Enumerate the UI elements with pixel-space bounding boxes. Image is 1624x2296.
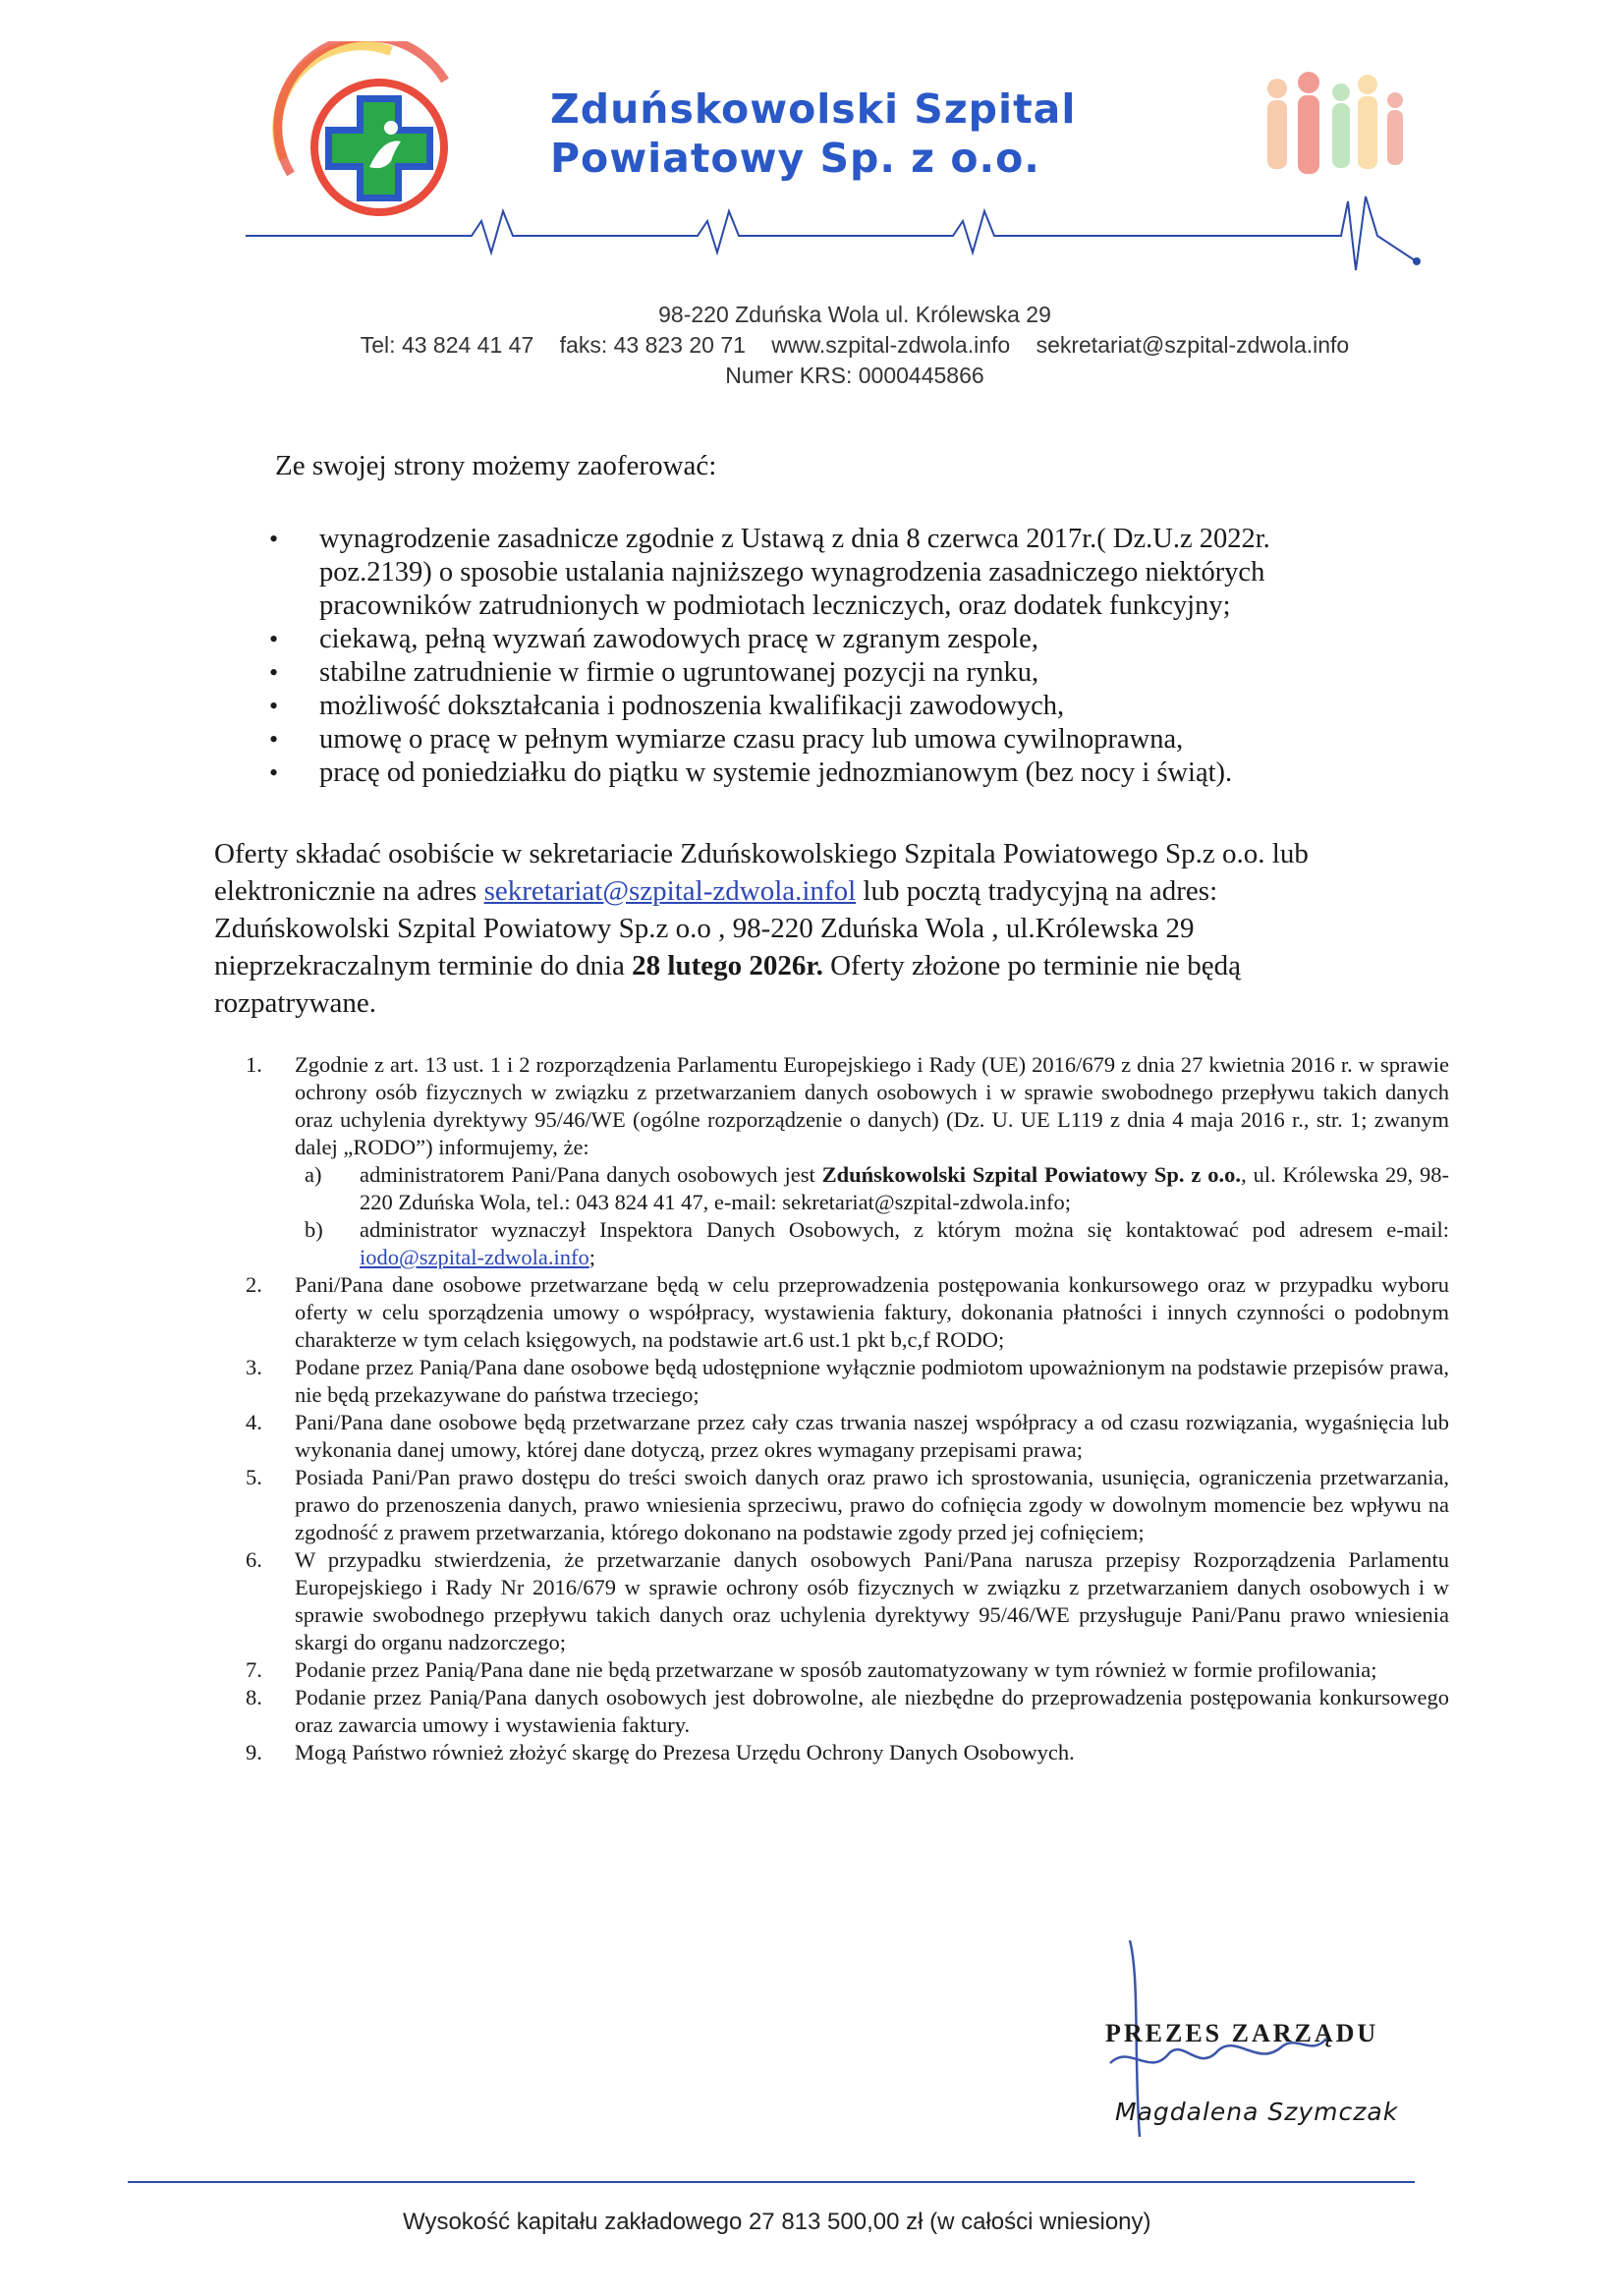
rodo-item-text: Podanie przez Panią/Pana danych osobowych jest dobrowolne, ale niezbędne do przeprowadzenia postępowania konkursowego oraz zawarcia umowy i wystawienia faktury. — [295, 1685, 1449, 1737]
signatory-name: Magdalena Szymczak — [1115, 2098, 1399, 2126]
rodo-item-number: 4. — [246, 1410, 262, 1434]
rodo-item-number: 8. — [246, 1685, 262, 1709]
offer-item: • umowę o pracę w pełnym wymiarze czasu pracy lub umowa cywilnoprawna, — [265, 723, 1366, 756]
administrator-name: Zduńskowolski Szpital Powiatowy Sp. z o.o. — [821, 1162, 1242, 1187]
rodo-item — [246, 1051, 1449, 1271]
offer-item: • możliwość dokształcania i podnoszenia kwalifikacji zawodowych, — [265, 690, 1366, 723]
people-silhouettes-icon — [1248, 67, 1425, 185]
rodo-item — [246, 1739, 1449, 1766]
rodo-subitem — [305, 1216, 1449, 1271]
rodo-item-number: 7. — [246, 1657, 262, 1682]
subitem-text: administratorem Pani/Pana danych osobowych jest — [360, 1162, 822, 1187]
rodo-item — [246, 1684, 1449, 1739]
rodo-item-number: 9. — [246, 1740, 262, 1764]
rodo-item-text: Podanie przez Panią/Pana dane nie będą przetwarzane w sposób zautomatyzowany w tym również w formie profilowania; — [295, 1657, 1377, 1682]
phone-number: Tel: 43 824 41 47 — [360, 332, 534, 358]
offer-item: • wynagrodzenie zasadnicze zgodnie z Ustawą z dnia 8 czerwca 2017r.( Dz.U.z 2022r. poz.2139) o sposobie ustalania najniższego wynagrodzenia zasadniczego niektórych pracowników zatrudnionych w podmiotach leczniczych, oraz dodatek funkcyjny; — [265, 523, 1366, 623]
rodo-item — [246, 1546, 1449, 1656]
rodo-item — [246, 1409, 1449, 1464]
footer-capital-info: Wysokość kapitału zakładowego 27 813 500,00 zł (w całości wniesiony) — [403, 2209, 1151, 2235]
rodo-item-number: 5. — [246, 1465, 262, 1489]
rodo-item-text: Mogą Państwo również złożyć skargę do Prezesa Urzędu Ochrony Danych Osobowych. — [295, 1740, 1075, 1764]
address-line: 98-220 Zduńska Wola ul. Królewska 29 — [658, 302, 1051, 327]
subitem-letter: a) — [305, 1162, 322, 1187]
subitem-text: administrator wyznaczył Inspektora Danych Osobowych, z którym można się kontaktować pod adresem e-mail: — [360, 1217, 1449, 1242]
email-address[interactable]: sekretariat@szpital-zdwola.info — [1036, 332, 1350, 358]
rodo-subitems — [295, 1161, 1449, 1271]
apply-text-3: Oferty złożone po terminie nie będą rozpatrywane. — [214, 950, 1242, 1019]
contact-block — [324, 300, 1385, 391]
org-name-line-2: Powiatowy Sp. z o.o. — [550, 135, 1040, 182]
website-link[interactable]: www.szpital-zdwola.info — [771, 332, 1011, 358]
footer-divider — [128, 2181, 1415, 2183]
rodo-item-text: Pani/Pana dane osobowe będą przetwarzane przez cały czas trwania naszej współpracy a od czasu rozwiązania, wygaśnięcia lub wykonania danej umowy, której dane dotyczą, przez okres wymagany przepisami prawa; — [295, 1410, 1449, 1462]
rodo-item-text: W przypadku stwierdzenia, że przetwarzanie danych osobowych Pani/Pana narusza przepisy Rozporządzenia Parlamentu Europejskiego i Rady Nr 2016/679 w sprawie ochrony osób fizycznych w związku z przetwarzaniem danych osobowych i w sprawie swobodnego przepływu takich danych oraz uchylenia dyrektywy 95/46/WE przysługuje Pani/Panu prawo wniesienia skargi do organu nadzorczego; — [295, 1547, 1449, 1654]
subitem-letter: b) — [305, 1217, 323, 1242]
offer-item: • stabilne zatrudnienie w firmie o ugruntowanej pozycji na rynku, — [265, 656, 1366, 690]
krs-number: Numer KRS: 0000445866 — [725, 363, 984, 388]
rodo-item-text: Podane przez Panią/Pana dane osobowe będą udostępnione wyłącznie podmiotom upoważnionym na podstawie przepisów prawa, nie będą przekazywane do państwa trzeciego; — [295, 1355, 1449, 1407]
rodo-item — [246, 1271, 1449, 1354]
offer-item: • ciekawą, pełną wyzwań zawodowych pracę w zgranym zespole, — [265, 623, 1366, 656]
rodo-item-number: 2. — [246, 1272, 262, 1297]
rodo-item-number: 1. — [246, 1052, 262, 1077]
fax-number: faks: 43 823 20 71 — [559, 332, 746, 358]
rodo-clauses — [246, 1051, 1449, 1766]
iodo-email-link[interactable]: iodo@szpital-zdwola.info — [360, 1245, 589, 1269]
rodo-subitem — [305, 1161, 1449, 1216]
rodo-item-number: 3. — [246, 1355, 262, 1379]
subitem-text: , ul. Królewska 29, 98-220 Zduńska Wola, tel.: 043 824 41 47, e-mail: sekretariat@szpital-zdwola.info; — [360, 1162, 1449, 1214]
rodo-item — [246, 1656, 1449, 1684]
contact-line — [324, 330, 1385, 361]
subitem-end: ; — [588, 1245, 596, 1269]
offer-item: • pracę od poniedziałku do piątku w systemie jednozmianowym (bez nocy i świąt). — [265, 756, 1366, 790]
ecg-line-decoration — [246, 192, 1425, 280]
organization-name — [550, 84, 1076, 183]
rodo-item-number: 6. — [246, 1547, 262, 1572]
application-instructions — [214, 835, 1373, 1022]
apply-deadline: 28 lutego 2026r. — [632, 950, 823, 981]
apply-text-1: Oferty składać osobiście w sekretariacie Zduńskowolskiego Szpitala Powiatowego Sp.z o.o. lub elektronicznie na adres — [214, 838, 1309, 907]
rodo-item-text: Posiada Pani/Pan prawo dostępu do treści swoich danych oraz prawo ich sprostowania, usunięcia, ograniczenia przetwarzania, prawo do przenoszenia danych, prawo wniesienia sprzeciwu, prawo do cofnięcia zgody w dowolnym momencie bez wpływu na zgodność z prawem przetwarzania, którego dokonano na podstawie zgody przed jej cofnięciem; — [295, 1465, 1449, 1544]
offer-list — [265, 523, 1366, 790]
rodo-item — [246, 1464, 1449, 1546]
signatory-title: PREZES ZARZĄDU — [1105, 2019, 1379, 2047]
rodo-item-text: Pani/Pana dane osobowe przetwarzane będą w celu przeprowadzenia postępowania konkursowego oraz w przypadku wyboru oferty w celu sporządzenia umowy o współpracy, wystawienia faktury, dokonania płatności i innych czynności o podobnym charakterze w tym celach księgowych, na podstawie art.6 ust.1 pkt b,c,f RODO; — [295, 1272, 1449, 1352]
apply-text-2: lub pocztą tradycyjną na adres: Zduńskowolski Szpital Powiatowy Sp.z o.o , 98-220 Zduńska Wola , ul.Królewska 29 nieprzekraczalnym terminie do dnia — [214, 875, 1218, 981]
offer-intro: Ze swojej strony możemy zaoferować: — [275, 450, 717, 481]
rodo-item — [246, 1354, 1449, 1409]
apply-email-link[interactable]: sekretariat@szpital-zdwola.infol — [483, 875, 857, 907]
rodo-item-text: Zgodnie z art. 13 ust. 1 i 2 rozporządzenia Parlamentu Europejskiego i Rady (UE) 2016/679 z dnia 27 kwietnia 2016 r. w sprawie ochrony osób fizycznych w związku z przetwarzaniem danych osobowych i w sprawie swobodnego przepływu takich danych oraz uchylenia dyrektywy 95/46/WE (ogólne rozporządzenie o danych) (Dz. U. UE L119 z dnia 4 maja 2016 r., str. 1; zwanym dalej „RODO”) informujemy, że: — [295, 1052, 1449, 1159]
org-name-line-1: Zduńskowolski Szpital — [550, 85, 1077, 133]
